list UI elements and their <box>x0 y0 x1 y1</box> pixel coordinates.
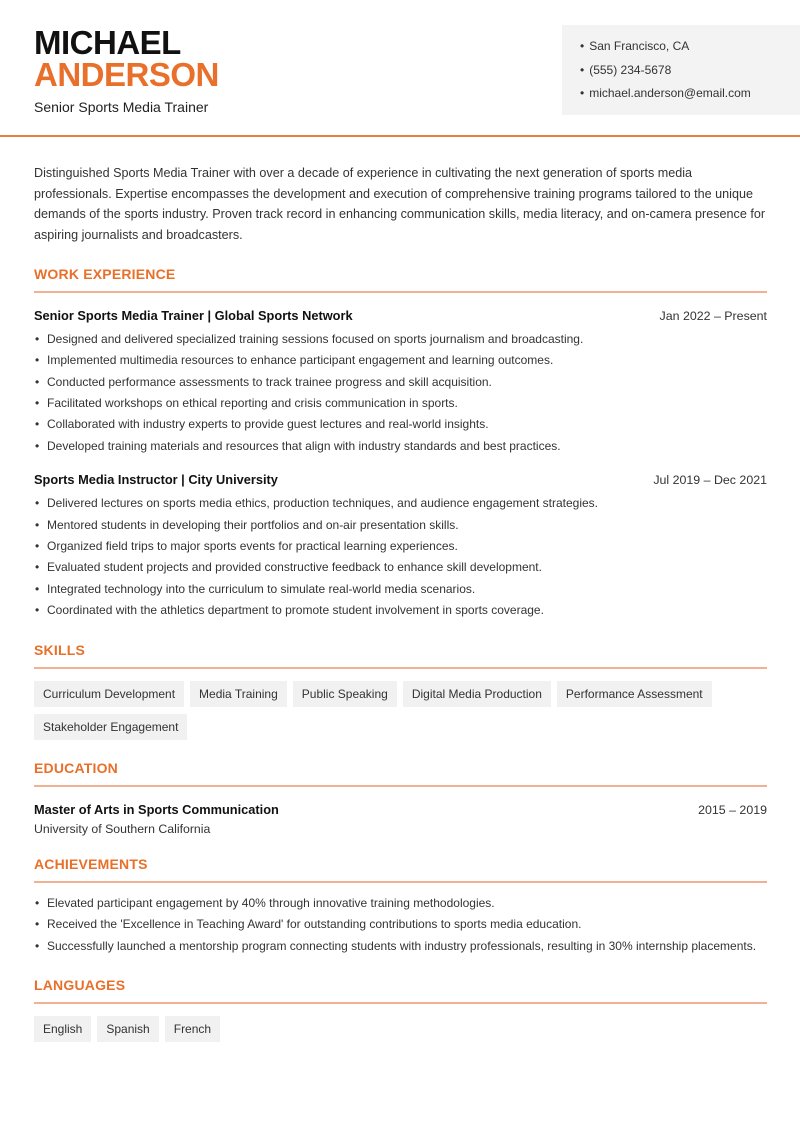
school: University of Southern California <box>34 821 211 836</box>
degree: Master of Arts in Sports Communication <box>34 801 279 817</box>
job-header <box>34 307 767 325</box>
education-entry <box>34 801 767 836</box>
language-tag: Spanish <box>97 1016 158 1042</box>
job-entry <box>34 307 767 457</box>
contact-email: • michael.anderson@email.com <box>580 85 800 109</box>
bullet-item: • Coordinated with the athletics department to promote student involvement in sports coverage. <box>34 600 767 621</box>
job-bullets <box>34 329 767 457</box>
contact-box <box>562 25 800 115</box>
skills-list <box>34 681 767 740</box>
language-tag: French <box>165 1016 220 1042</box>
resume-header <box>0 0 800 137</box>
section-heading-education: EDUCATION <box>34 760 767 787</box>
first-name: MICHAEL <box>34 24 181 61</box>
section-heading-achievements: ACHIEVEMENTS <box>34 856 767 883</box>
skill-tag: Stakeholder Engagement <box>34 714 187 740</box>
bullet-item: • Delivered lectures on sports media ethics, production techniques, and audience engagement strategies. <box>34 493 767 514</box>
contact-phone: • (555) 234-5678 <box>580 62 800 86</box>
job-date: Jul 2019 – Dec 2021 <box>653 473 767 488</box>
language-tag: English <box>34 1016 91 1042</box>
summary: Distinguished Sports Media Trainer with over a decade of experience in cultivating the next generation of sports media professionals. Expertise encompasses the development and execution of comprehensive training programs tailored to the unique demands of the sports industry. Proven track record in enhancing communication skills, media literacy, and on-camera presence for aspiring journalists and broadcasters. <box>34 166 766 243</box>
job-bullets <box>34 493 767 621</box>
job-title: Sports Media Instructor | City University <box>34 472 278 488</box>
bullet-item: • Organized field trips to major sports events for practical learning experiences. <box>34 536 767 557</box>
skill-tag: Media Training <box>190 681 287 707</box>
bullet-item: • Collaborated with industry experts to provide guest lectures and real-world insights. <box>34 414 767 435</box>
bullet-item: • Developed training materials and resources that align with industry standards and best practices. <box>34 436 767 457</box>
skill-tag: Performance Assessment <box>557 681 712 707</box>
section-heading-work: WORK EXPERIENCE <box>34 266 767 293</box>
bullet-item: • Facilitated workshops on ethical reporting and crisis communication in sports. <box>34 393 767 414</box>
skill-tag: Curriculum Development <box>34 681 184 707</box>
skill-tag: Public Speaking <box>293 681 397 707</box>
achievements-list <box>34 893 767 957</box>
languages-list <box>34 1016 767 1042</box>
job-entry <box>34 471 767 621</box>
achievement-item: • Received the 'Excellence in Teaching Award' for outstanding contributions to sports media education. <box>34 914 767 935</box>
job-title-heading: Senior Sports Media Trainer <box>34 99 209 115</box>
section-heading-skills: SKILLS <box>34 642 767 669</box>
last-name: ANDERSON <box>34 56 219 93</box>
bullet-item: • Integrated technology into the curriculum to simulate real-world media scenarios. <box>34 579 767 600</box>
bullet-item: • Mentored students in developing their portfolios and on-air presentation skills. <box>34 515 767 536</box>
bullet-item: • Conducted performance assessments to track trainee progress and skill acquisition. <box>34 372 767 393</box>
achievement-item: • Elevated participant engagement by 40% through innovative training methodologies. <box>34 893 767 914</box>
achievement-item: • Successfully launched a mentorship program connecting students with industry professionals, resulting in 30% internship placements. <box>34 936 767 957</box>
contact-location: • San Francisco, CA <box>580 38 800 62</box>
section-heading-languages: LANGUAGES <box>34 977 767 1004</box>
job-title: Senior Sports Media Trainer | Global Sports Network <box>34 307 353 323</box>
education-date: 2015 – 2019 <box>698 802 767 817</box>
bullet-item: • Implemented multimedia resources to enhance participant engagement and learning outcomes. <box>34 350 767 371</box>
bullet-item: • Evaluated student projects and provided constructive feedback to enhance skill development. <box>34 557 767 578</box>
skill-tag: Digital Media Production <box>403 681 551 707</box>
job-date: Jan 2022 – Present <box>659 308 767 323</box>
bullet-item: • Designed and delivered specialized training sessions focused on sports journalism and broadcasting. <box>34 329 767 350</box>
job-header <box>34 471 767 489</box>
